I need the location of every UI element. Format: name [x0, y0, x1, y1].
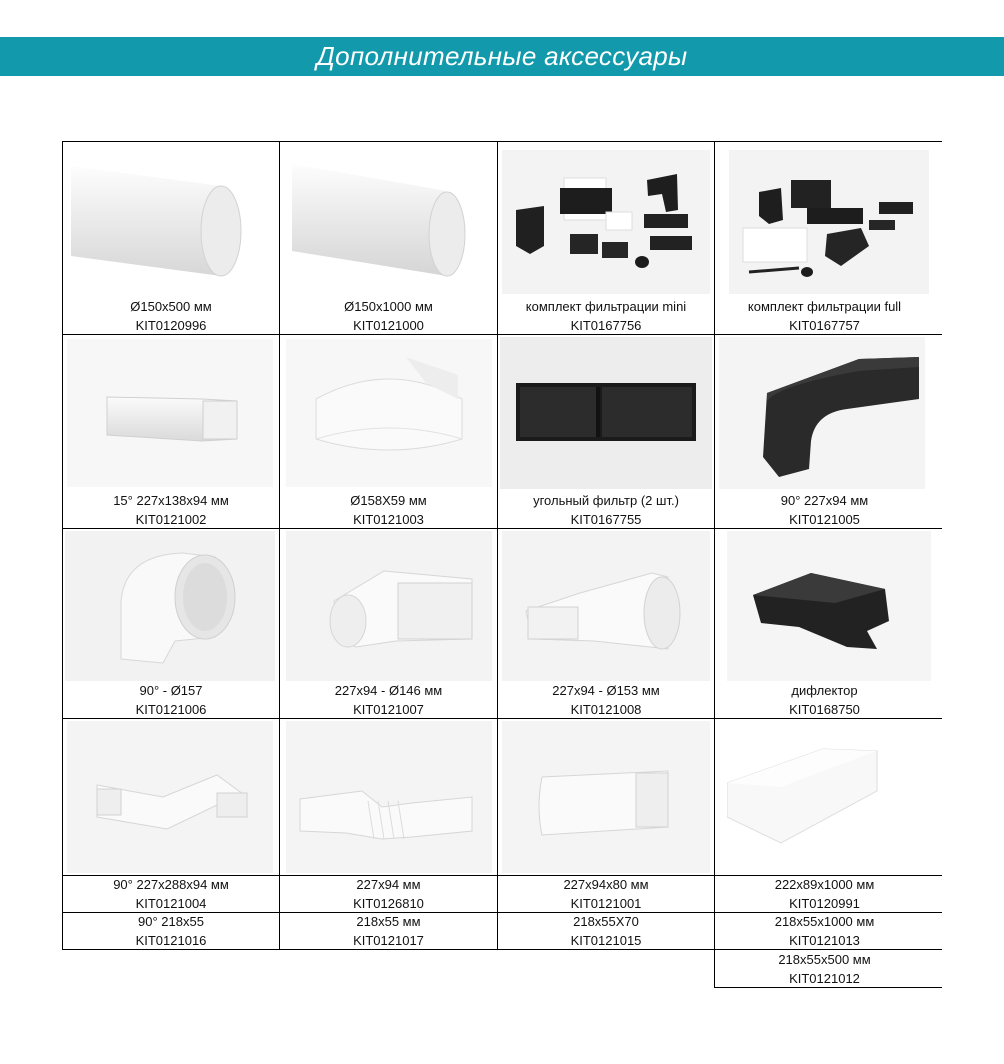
- product-code: KIT0121002: [135, 512, 207, 527]
- product-label: 90° 227x94 мм: [780, 493, 869, 508]
- product-cell: [498, 142, 714, 334]
- product-cell: [63, 529, 279, 718]
- product-code: KIT0121001: [570, 896, 642, 911]
- product-code: KIT0121000: [353, 318, 424, 333]
- product-code: KIT0167755: [570, 512, 642, 527]
- filter-kit-mini-image: [502, 150, 710, 294]
- product-label: 218x55X70: [573, 914, 639, 929]
- product-cell: [715, 335, 942, 528]
- product-code: KIT0121003: [353, 512, 424, 527]
- product-code: KIT0121006: [135, 702, 207, 717]
- product-cell: [498, 912, 714, 950]
- product-cell: [280, 912, 497, 950]
- round-duct-short-image: [71, 146, 271, 294]
- product-label: 227x94 мм: [356, 877, 421, 892]
- product-code: KIT0121005: [789, 512, 860, 527]
- product-cell: [715, 142, 942, 334]
- product-label: 222x89x1000 мм: [774, 877, 875, 892]
- product-code: KIT0121016: [135, 933, 207, 948]
- product-cell: [63, 142, 279, 334]
- flexible-connector-image: [286, 721, 492, 873]
- product-label: 15° 227x138x94 мм: [113, 493, 229, 508]
- product-code: KIT0121008: [570, 702, 642, 717]
- product-label: угольный фильтр (2 шт.): [533, 493, 679, 508]
- product-cell: [498, 719, 714, 911]
- product-label: 227x94 - Ø153 мм: [552, 683, 660, 698]
- product-cell: [63, 335, 279, 528]
- product-cell: [63, 719, 279, 911]
- product-label: комплект фильтрации full: [747, 299, 902, 314]
- product-cell: [715, 719, 942, 911]
- product-cell: [280, 142, 497, 334]
- page-title: Дополнительные аксессуары: [316, 41, 688, 71]
- product-label: Ø150x1000 мм: [344, 299, 433, 314]
- product-label: 218x55x1000 мм: [774, 914, 875, 929]
- product-label: 227x94x80 мм: [563, 877, 649, 892]
- product-cell: [715, 529, 942, 718]
- round-elbow-image: [65, 531, 275, 681]
- deflector-image: [727, 531, 931, 681]
- product-code: KIT0121017: [353, 933, 424, 948]
- product-cell: [498, 529, 714, 718]
- product-cell: [280, 719, 497, 911]
- filter-kit-full-image: [729, 150, 929, 294]
- flat-round-adapter-image: [286, 531, 492, 681]
- product-code: KIT0126810: [353, 896, 424, 911]
- flat-bend-image: [67, 721, 273, 873]
- product-label: Ø158X59 мм: [350, 493, 427, 508]
- product-label: комплект фильтрации mini: [525, 299, 687, 314]
- product-label: Ø150x500 мм: [130, 299, 212, 314]
- product-code: KIT0121012: [789, 971, 860, 986]
- product-code: KIT0121015: [570, 933, 642, 948]
- product-code: KIT0120996: [135, 318, 207, 333]
- product-code: KIT0121007: [353, 702, 424, 717]
- round-collar-image: [286, 339, 492, 487]
- product-cell: [280, 529, 497, 718]
- product-label: 218x55 мм: [356, 914, 421, 929]
- product-label: 90° 218x55: [138, 914, 204, 929]
- flat-round-adapter-2-image: [502, 531, 710, 681]
- product-cell: [711, 950, 938, 988]
- product-label: 218x55x500 мм: [778, 952, 871, 967]
- product-code: KIT0167757: [789, 318, 860, 333]
- product-code: KIT0168750: [789, 702, 860, 717]
- carbon-filter-image: [500, 337, 712, 489]
- product-code: KIT0167756: [570, 318, 642, 333]
- product-cell: [280, 335, 497, 528]
- flat-duct-image: [727, 721, 929, 873]
- product-code: KIT0121013: [789, 933, 860, 948]
- black-elbow-image: [719, 337, 925, 489]
- product-label: 227x94 - Ø146 мм: [334, 683, 443, 698]
- header-banner: [0, 37, 1004, 76]
- product-code: KIT0120991: [789, 896, 860, 911]
- flat-connector-image: [67, 339, 273, 487]
- product-cell: [711, 912, 938, 950]
- product-label: дифлектор: [791, 683, 858, 698]
- flat-sleeve-image: [502, 721, 710, 873]
- product-label: 90° 227x288x94 мм: [113, 877, 229, 892]
- product-cell: [498, 335, 714, 528]
- product-code: KIT0121004: [135, 896, 207, 911]
- round-duct-long-image: [292, 146, 488, 296]
- product-cell: [63, 912, 279, 950]
- product-label: 90° - Ø157: [139, 683, 203, 698]
